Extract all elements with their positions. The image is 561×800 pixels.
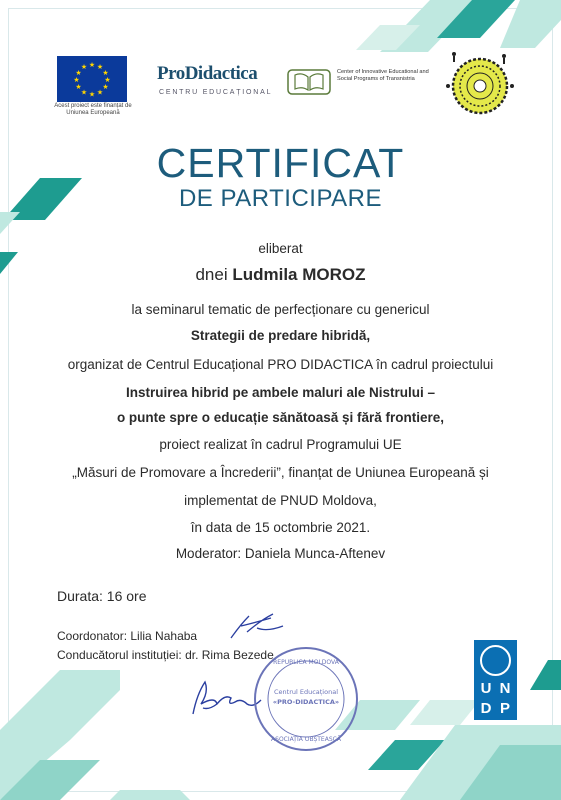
svg-text:★: ★: [88, 90, 96, 99]
recipient-name: Ludmila MOROZ: [232, 265, 366, 284]
svg-text:★: ★: [75, 69, 82, 77]
coordinator-signature: [227, 612, 287, 642]
svg-text:ASOCIAȚIA OBȘTEASCĂ: ASOCIAȚIA OBȘTEASCĂ: [271, 736, 341, 743]
undp-letter-u: U: [480, 680, 492, 697]
prodidactica-subtitle: CENTRU EDUCAȚIONAL: [159, 89, 273, 96]
coordinator-line: Coordonator: Lilia Nahaba: [57, 629, 198, 643]
svg-text:REPUBLICA MOLDOVA: REPUBLICA MOLDOVA: [273, 659, 339, 666]
moderator-line: Moderator: Daniela Munca-Aftenev: [175, 546, 386, 561]
measures-line: „Măsuri de Promovare a Încrederii”, finanțat de Uniunea Europeană și: [72, 465, 489, 480]
svg-text:★: ★: [88, 61, 96, 69]
svg-text:«PRO-DIDACTICA»: «PRO-DIDACTICA»: [272, 698, 340, 706]
svg-text:Centrul Educațional: Centrul Educațional: [273, 688, 339, 696]
people-circle-logo: [442, 46, 518, 122]
duration: Durata: 16 ore: [57, 588, 147, 604]
eu-flag-logo: [57, 56, 127, 102]
cie-logo: [287, 67, 427, 97]
svg-text:★: ★: [102, 83, 109, 91]
svg-text:★: ★: [96, 63, 104, 71]
project-title-line-2: o punte spre o educație sănătoasă și fără frontiere,: [116, 410, 445, 425]
recipient-prefix: dnei: [195, 265, 228, 284]
undp-logo: [474, 640, 517, 720]
prodidactica-name: ProDidactica: [157, 63, 258, 84]
stamp-seal-icon: [251, 644, 361, 754]
implemented-line: implementat de PNUD Moldova,: [184, 493, 377, 508]
program-line: proiect realizat în cadrul Programului UE: [159, 437, 402, 452]
certificate-subtitle: DE PARTICIPARE: [178, 185, 383, 212]
organized-by: organizat de Centrul Educațional PRO DIDACTICA în cadrul proiectului: [67, 357, 494, 372]
date-line: în data de 15 octombrie 2021.: [190, 520, 371, 535]
people-circle-icon: [442, 46, 518, 122]
un-globe-icon: [480, 645, 511, 676]
svg-text:★: ★: [75, 83, 82, 91]
svg-text:★: ★: [80, 88, 88, 97]
svg-text:★: ★: [104, 76, 111, 84]
prodidactica-logo: [157, 63, 273, 105]
seminar-intro: la seminarul tematic de perfecționare cu genericul: [131, 302, 430, 317]
svg-text:★: ★: [102, 69, 109, 77]
undp-letter-n: N: [499, 680, 511, 697]
eu-stars-icon: [57, 56, 127, 102]
svg-text:★: ★: [96, 88, 104, 97]
cie-name: Center of Innovative Educational and Social Programs of Transnistria: [337, 69, 429, 82]
certificate-title: CERTIFICAT: [156, 140, 405, 186]
official-stamp: [251, 644, 361, 754]
seminar-title: Strategii de predare hibridă,: [190, 328, 371, 343]
issued-label: eliberat: [258, 241, 303, 256]
project-title-line-1: Instruirea hibrid pe ambele maluri ale Nistrului –: [125, 385, 436, 400]
recipient-line: [0, 265, 561, 285]
svg-text:★: ★: [73, 76, 80, 84]
svg-text:★: ★: [80, 63, 88, 71]
eu-funding-caption: Acest proiect este finanțat de Uniunea Europeană: [54, 103, 132, 116]
director-line: Conducătorul instituției: dr. Rima Bezede: [57, 648, 274, 662]
open-book-icon: [287, 67, 331, 97]
undp-letter-d: D: [480, 700, 492, 717]
undp-letter-p: P: [499, 700, 510, 717]
